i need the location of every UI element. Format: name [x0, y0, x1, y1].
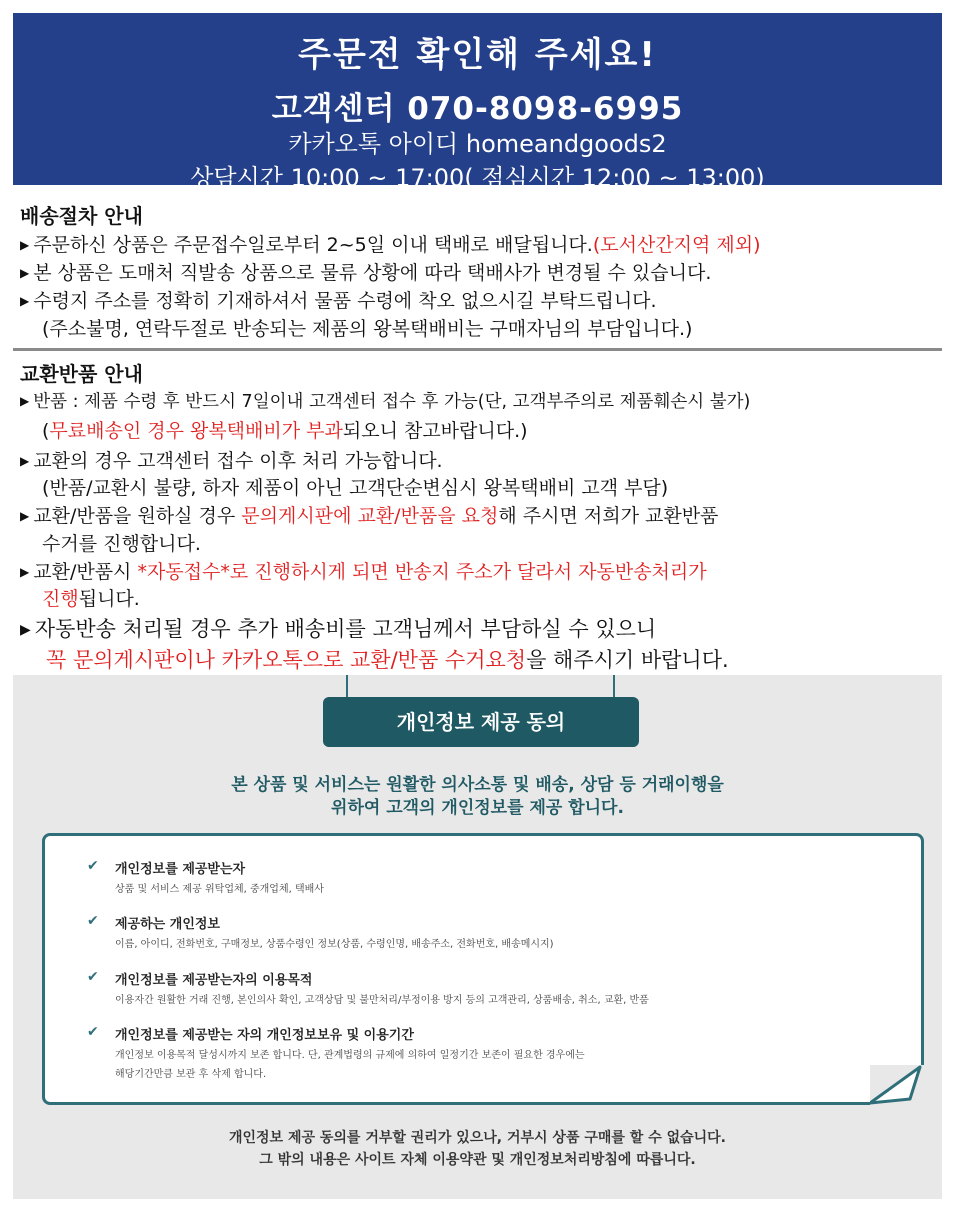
- shipping-line-3: ▶ 수령지 주소를 정확히 기재하셔서 물품 수령에 착오 없으시길 부탁드립니다.: [20, 290, 657, 312]
- shipping-line-4: (주소불명, 연락두절로 반송되는 제품의 왕복택배비는 구매자님의 부담입니다.): [42, 318, 693, 340]
- exchange-line-8: 진행됩니다.: [42, 588, 140, 610]
- check-icon: ✔: [87, 858, 99, 874]
- exchange-line-3: ▶ 교환의 경우 고객센터 접수 이후 처리 가능합니다.: [20, 450, 443, 472]
- privacy-consent-panel: [13, 675, 942, 1199]
- privacy-intro-1: 본 상품 및 서비스는 원활한 의사소통 및 배송, 상담 등 거래이행을: [231, 775, 724, 795]
- section-divider: [13, 348, 942, 351]
- check-icon: ✔: [87, 1024, 99, 1040]
- shipping-line-1: ▶ 주문하신 상품은 주문접수일로부터 2~5일 이내 택배로 배달됩니다.(도서산간지역 제외): [20, 234, 761, 256]
- bullet-icon: ▶: [20, 454, 30, 468]
- item-title: 제공하는 개인정보: [115, 917, 220, 932]
- item-title: 개인정보를 제공받는 자의 개인정보보유 및 이용기간: [115, 1028, 414, 1043]
- bullet-icon: ▶: [20, 238, 30, 252]
- bullet-icon: ▶: [20, 509, 30, 523]
- privacy-footnote-2: 그 밖의 내용은 사이트 자체 이용약관 및 개인정보처리방침에 따릅니다.: [259, 1152, 696, 1168]
- check-icon: ✔: [87, 913, 99, 929]
- exchange-line-7: ▶ 교환/반품시 *자동접수*로 진행하시게 되면 반송지 주소가 달라서 자동반송처리가: [20, 561, 707, 583]
- banner-title: 주문전 확인해 주세요!: [298, 35, 657, 75]
- exchange-line-2: (무료배송인 경우 왕복택배비가 부과되오니 참고바랍니다.): [42, 420, 528, 442]
- customer-center-phone: 고객센터 070-8098-6995: [271, 91, 684, 127]
- item-desc: 이용자간 원활한 거래 진행, 본인의사 확인, 고객상담 및 불만처리/부정이용 방지 등의 고객관리, 상품배송, 취소, 교환, 반품: [115, 995, 649, 1006]
- item-title: 개인정보를 제공받는자: [115, 862, 246, 877]
- privacy-consent-badge: 개인정보 제공 동의: [323, 697, 639, 747]
- kakaotalk-id: 카카오톡 아이디 homeandgoods2: [288, 130, 667, 158]
- exchange-line-10: 꼭 문의게시판이나 카카오톡으로 교환/반품 수거요청을 해주시기 바랍니다.: [46, 648, 729, 672]
- bullet-icon: ▶: [20, 565, 30, 579]
- item-desc: 해당기간만큼 보관 후 삭제 합니다.: [115, 1069, 267, 1080]
- exchange-line-6: 수거를 진행합니다.: [42, 533, 201, 555]
- exchange-title: 교환반품 안내: [20, 362, 143, 386]
- privacy-details-card: [42, 833, 924, 1105]
- exchange-line-5: ▶ 교환/반품을 원하실 경우 문의게시판에 교환/반품을 요청해 주시면 저희가 교환반품: [20, 505, 719, 527]
- exchange-line-1: ▶ 반품 : 제품 수령 후 반드시 7일이내 고객센터 접수 후 가능(단, 고객부주의로 제품훼손시 불가): [20, 392, 751, 412]
- item-desc: 상품 및 서비스 제공 위탁업체, 중개업체, 택배사: [115, 884, 324, 895]
- page-curl-icon: [870, 1065, 924, 1105]
- bullet-icon: ▶: [20, 294, 30, 308]
- item-desc: 개인정보 이용목적 달성시까지 보존 합니다. 단, 관계법령의 규제에 의하여 일정기간 보존이 필요한 경우에는: [115, 1050, 585, 1061]
- shipping-title: 배송절차 안내: [20, 204, 143, 228]
- badge-hanger-left: [346, 675, 348, 697]
- bullet-icon: ▶: [20, 394, 30, 408]
- header-banner: [13, 13, 942, 192]
- bullet-icon: ▶: [20, 622, 31, 638]
- privacy-intro-2: 위하여 고객의 개인정보를 제공 합니다.: [331, 798, 624, 818]
- exchange-line-4: (반품/교환시 불량, 하자 제품이 아닌 고객단순변심시 왕복택배비 고객 부담): [42, 477, 669, 499]
- check-icon: ✔: [87, 969, 99, 985]
- item-title: 개인정보를 제공받는자의 이용목적: [115, 973, 313, 988]
- shipping-line-2: ▶ 본 상품은 도매처 직발송 상품으로 물류 상황에 따라 택배사가 변경될 수 있습니다.: [20, 262, 712, 284]
- badge-hanger-right: [613, 675, 615, 697]
- bullet-icon: ▶: [20, 266, 30, 280]
- privacy-footnote-1: 개인정보 제공 동의를 거부할 권리가 있으나, 거부시 상품 구매를 할 수 없습니다.: [228, 1130, 727, 1146]
- consult-hours: 상담시간 10:00 ~ 17:00( 점심시간 12:00 ~ 13:00): [190, 164, 765, 192]
- item-desc: 이름, 아이디, 전화번호, 구매정보, 상품수령인 정보(상품, 수령인명, 배송주소, 전화번호, 배송메시지): [115, 939, 554, 950]
- exchange-line-9: ▶ 자동반송 처리될 경우 추가 배송비를 고객님께서 부담하실 수 있으니: [20, 617, 657, 641]
